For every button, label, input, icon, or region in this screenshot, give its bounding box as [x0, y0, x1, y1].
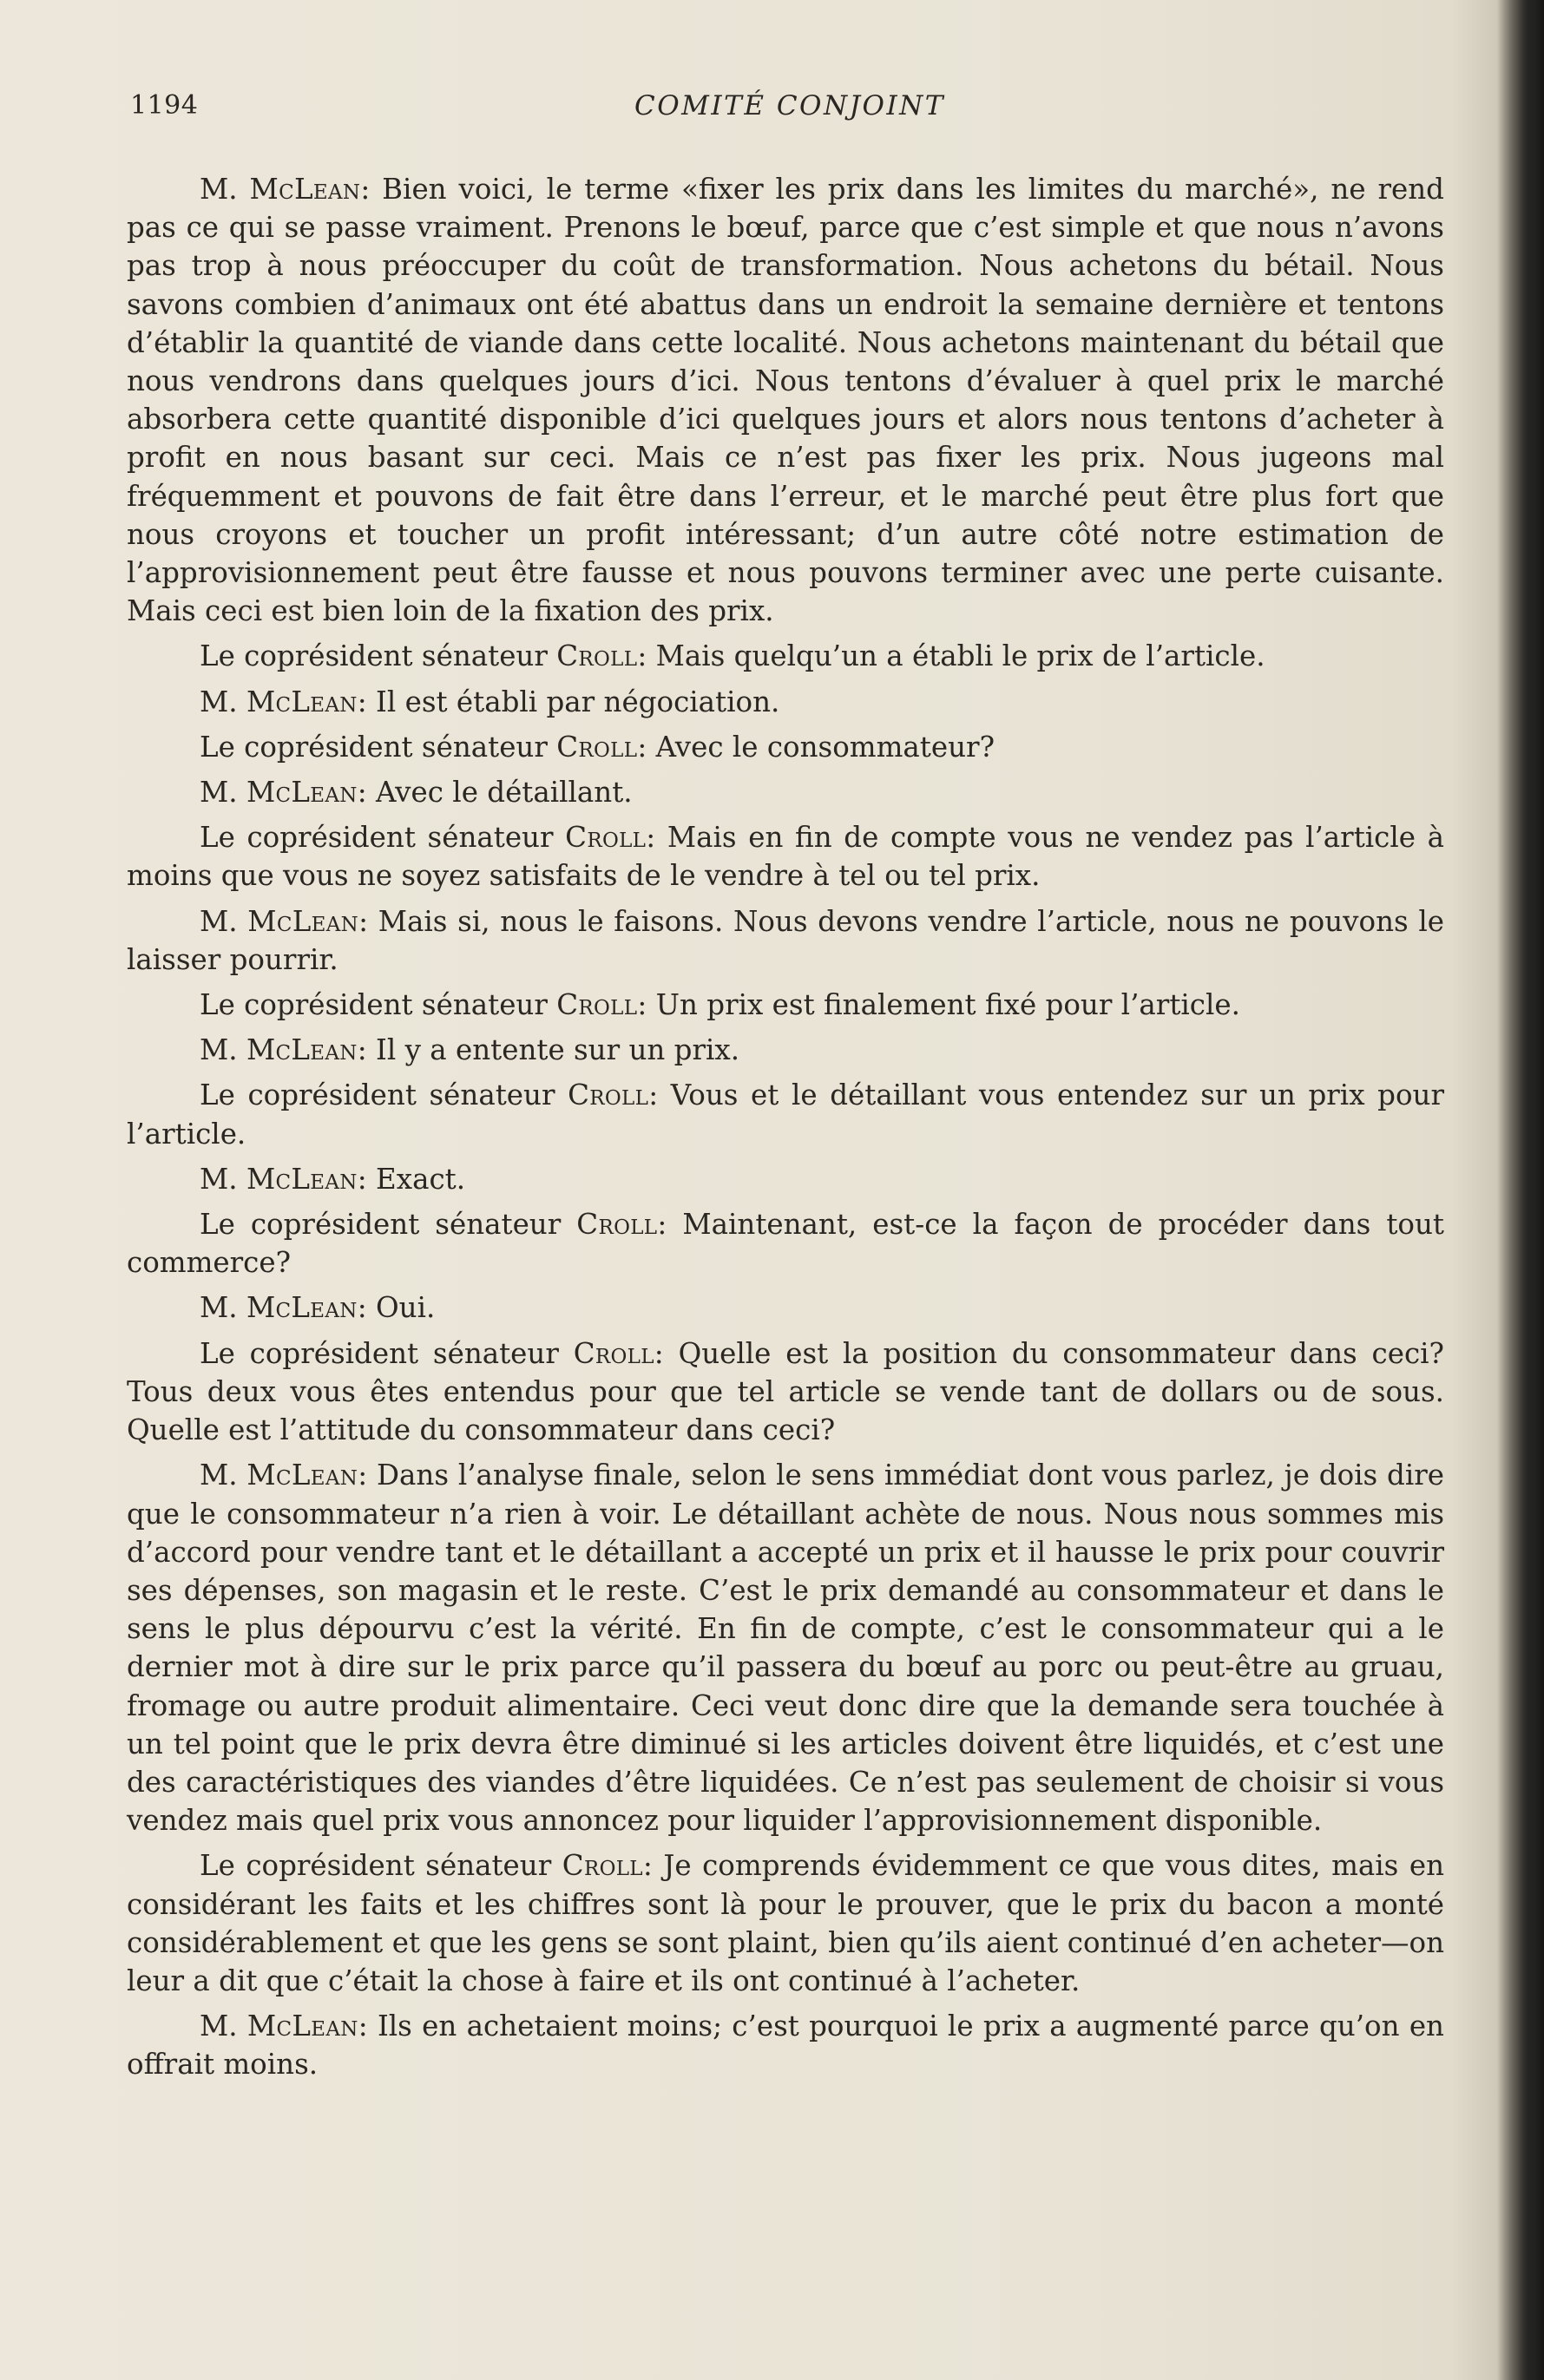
- speaker-name: McLean: [246, 1162, 358, 1196]
- speaker-title: Le coprésident sénateur: [200, 1849, 562, 1883]
- speaker-name: McLean: [247, 904, 359, 938]
- speaker-name: Croll: [556, 988, 638, 1022]
- page-header: [130, 90, 1449, 134]
- speaker-title: Le coprésident sénateur: [200, 730, 557, 764]
- speech-text: : Avec le détaillant.: [357, 776, 633, 810]
- speaker-name: McLean: [246, 2010, 358, 2043]
- speaker-name: McLean: [246, 1291, 358, 1325]
- speaker-title: M.: [200, 1291, 246, 1325]
- transcript-paragraph: [127, 1076, 1444, 1152]
- speaker-name: McLean: [246, 1033, 358, 1067]
- transcript-paragraph: [127, 170, 1444, 630]
- speech-text: : Il y a entente sur un prix.: [357, 1033, 740, 1067]
- transcript-paragraph: [127, 2007, 1444, 2083]
- speaker-name: McLean: [249, 173, 361, 206]
- speaker-title: M.: [200, 685, 246, 718]
- speech-text: : Vous et le détaillant vous entendez sur un prix pour l’article.: [127, 1079, 1444, 1151]
- speech-text: : Mais quelqu’un a établi le prix de l’article.: [637, 639, 1265, 673]
- transcript-paragraph: [127, 1288, 1444, 1327]
- speaker-name: McLean: [246, 776, 358, 810]
- transcript-paragraph: [127, 818, 1444, 895]
- speaker-title: M.: [200, 1459, 247, 1492]
- speech-text: : Il est établi par négociation.: [357, 685, 780, 718]
- speaker-name: McLean: [246, 1459, 358, 1492]
- speaker-title: M.: [200, 1162, 246, 1196]
- speaker-name: Croll: [562, 1849, 643, 1883]
- transcript-paragraph: [127, 728, 1444, 766]
- speech-text: : Dans l’analyse finale, selon le sens immédiat dont vous parlez, je dois dire que le consommateur n’a rien à voir. Le détaillant achète de nous. Nous nous sommes mis d’accord pour vendre tant et le détaillant a accepté un prix et il hausse le prix pour couvrir ses dépenses, son magasin et le reste. C’est le prix demandé au consommateur et dans le sens le plus dépourvu c’est la vérité. En fin de compte, c’est le consommateur qui a le dernier mot à dire sur le prix parce qu’il passera du bœuf au porc ou peut-être au gruau, fromage ou autre produit alimentaire. Ceci veut donc dire que la demande sera touchée à un tel point que le prix devra être diminué si les articles doivent être liquidés, et c’est une des caractéristiques des viandes d’être liquidées. Ce n’est pas seulement de choisir si vous vendez mais quel prix vous annoncez pour liquider l’approvisionnement disponible.: [127, 1459, 1444, 1838]
- speaker-title: Le coprésident sénateur: [200, 1208, 577, 1242]
- speaker-name: Croll: [565, 821, 647, 855]
- speech-text: : Oui.: [357, 1291, 436, 1325]
- speaker-title: Le coprésident sénateur: [200, 988, 557, 1022]
- speaker-title: Le coprésident sénateur: [200, 1079, 568, 1112]
- speech-text: : Mais en fin de compte vous ne vendez pas l’article à moins que vous ne soyez satisfaits de le vendre à tel ou tel prix.: [127, 821, 1445, 893]
- transcript-paragraph: [127, 902, 1444, 979]
- speaker-name: Croll: [556, 639, 638, 673]
- speech-text: : Mais si, nous le faisons. Nous devons vendre l’article, nous ne pouvons le laisser pourrir.: [127, 904, 1444, 976]
- book-binding-shadow: [1496, 0, 1544, 2380]
- speech-text: : Exact.: [357, 1162, 466, 1196]
- speaker-title: M.: [200, 904, 248, 938]
- speaker-name: Croll: [576, 1208, 658, 1242]
- transcript-paragraph: [127, 683, 1444, 721]
- speech-text: : Quelle est la position du consommateur dans ceci? Tous deux vous êtes entendus pour que tel article se vende tant de dollars ou de sous. Quelle est l’attitude du consommateur dans ceci?: [127, 1336, 1444, 1447]
- speech-text: : Ils en achetaient moins; c’est pourquoi le prix a augmenté parce qu’on en offrait moins.: [127, 2010, 1444, 2082]
- speaker-name: McLean: [246, 685, 358, 718]
- speech-text: : Maintenant, est-ce la façon de procéder dans tout commerce?: [127, 1208, 1444, 1280]
- speaker-title: M.: [200, 2010, 247, 2043]
- transcript-paragraph: [127, 1160, 1444, 1198]
- speech-text: : Bien voici, le terme «fixer les prix dans les limites du marché», ne rend pas ce qui se passe vraiment. Prenons le bœuf, parce que c’est simple et que nous n’avons pas trop à nous préoccuper du coût de transformation. Nous achetons du bétail. Nous savons combien d’animaux ont été abattus dans un endroit la semaine dernière et tentons d’établir la quantité de viande dans cette localité. Nous achetons maintenant du bétail que nous vendrons dans quelques jours d’ici. Nous tentons d’évaluer à quel prix le marché absorbera cette quantité disponible d’ici quelques jours et alors nous tentons d’acheter à profit en nous basant sur ceci. Mais ce n’est pas fixer les prix. Nous jugeons mal fréquemment et pouvons de fait être dans l’erreur, et le marché peut être plus fort que nous croyons et toucher un profit intéressant; d’un autre côté notre estimation de l’approvisionnement peut être fausse et nous pouvons terminer avec une perte cuisante. Mais ceci est bien loin de la fixation des prix.: [127, 173, 1444, 628]
- transcript-paragraph: [127, 1456, 1444, 1839]
- speaker-title: M.: [200, 173, 250, 206]
- transcript-paragraph: [127, 986, 1444, 1024]
- speech-text: : Un prix est finalement fixé pour l’article.: [637, 988, 1240, 1022]
- transcript-paragraph: [127, 1031, 1444, 1069]
- speech-text: : Avec le consommateur?: [637, 730, 995, 764]
- page-number: 1194: [130, 90, 199, 121]
- speaker-title: M.: [200, 1033, 246, 1067]
- transcript-paragraph: [127, 1205, 1444, 1282]
- speaker-title: Le coprésident sénateur: [200, 1336, 574, 1370]
- running-title: COMITÉ CONJOINT: [634, 90, 945, 121]
- transcript-paragraph: [127, 637, 1444, 675]
- speaker-name: Croll: [573, 1336, 654, 1370]
- speaker-name: Croll: [556, 730, 638, 764]
- transcript-paragraph: [127, 773, 1444, 811]
- speaker-name: Croll: [568, 1079, 649, 1112]
- speaker-title: M.: [200, 776, 246, 810]
- transcript-paragraph: [127, 1846, 1444, 2000]
- transcript-paragraph: [127, 1334, 1444, 1450]
- transcript-body: [127, 170, 1444, 2091]
- speaker-title: Le coprésident sénateur: [200, 821, 566, 855]
- speech-text: : Je comprends évidemment ce que vous dites, mais en considérant les faits et les chiffres sont là pour le prouver, que le prix du bacon a monté considérablement et que les gens se sont plaint, bien qu’ils aient continué d’en acheter—on leur a dit que c’était la chose à faire et ils ont continué à l’acheter.: [127, 1849, 1445, 1997]
- speaker-title: Le coprésident sénateur: [200, 639, 557, 673]
